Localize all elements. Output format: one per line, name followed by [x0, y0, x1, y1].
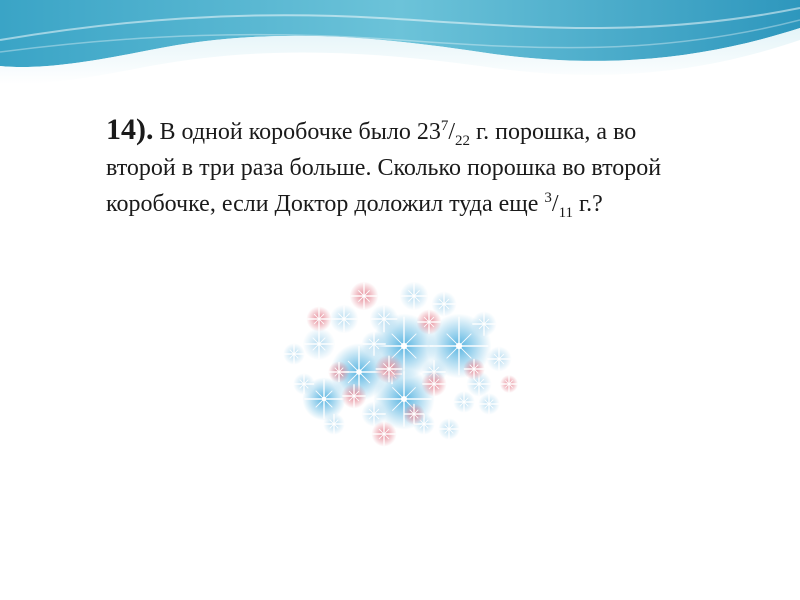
- sparkle: [500, 375, 518, 393]
- sparkle: [293, 373, 315, 395]
- sparkle: [471, 311, 496, 336]
- sparkle: [478, 393, 500, 415]
- sparkle: [375, 355, 404, 384]
- sparkle: [403, 403, 425, 425]
- sparkle: [328, 361, 350, 383]
- header-wave-decoration: [0, 0, 800, 100]
- sparkle: [421, 371, 446, 396]
- problem-line1-a: В одной коробочке было 23: [153, 119, 441, 145]
- sparkle: [463, 358, 485, 380]
- sparkle: [283, 343, 305, 365]
- fraction2-slash: /: [551, 191, 559, 217]
- problem-text: [106, 112, 746, 222]
- sparkle: [361, 331, 386, 356]
- sparkle: [303, 328, 335, 360]
- sparkle: [400, 282, 429, 311]
- sparkle: [306, 306, 331, 331]
- sparkle: [416, 309, 441, 334]
- fraction1-denominator: 22: [455, 132, 471, 149]
- sparkle: [371, 421, 396, 446]
- fraction1-numerator: 7: [440, 118, 449, 134]
- sparkle: [323, 413, 345, 435]
- sparkle: [453, 391, 475, 413]
- sparkle: [438, 418, 460, 440]
- problem-line3-b: г.?: [573, 191, 603, 217]
- fraction1-slash: /: [448, 119, 456, 145]
- sparkles-powder-icon: [274, 274, 524, 450]
- problem-line1-b: г. порошка, а во: [470, 119, 637, 145]
- problem-line3-a: коробочке, если Доктор доложил туда еще: [106, 191, 545, 217]
- sparkle: [370, 305, 399, 334]
- sparkle: [350, 282, 379, 311]
- problem-number: 14).: [106, 113, 154, 146]
- sparkle: [341, 383, 366, 408]
- sparkle: [330, 305, 359, 334]
- fraction2-denominator: 11: [558, 204, 574, 221]
- sparkle: [486, 346, 511, 371]
- problem-line2: второй в три раза больше. Сколько порошка во второй: [106, 155, 662, 181]
- fraction2-numerator: 3: [544, 190, 552, 206]
